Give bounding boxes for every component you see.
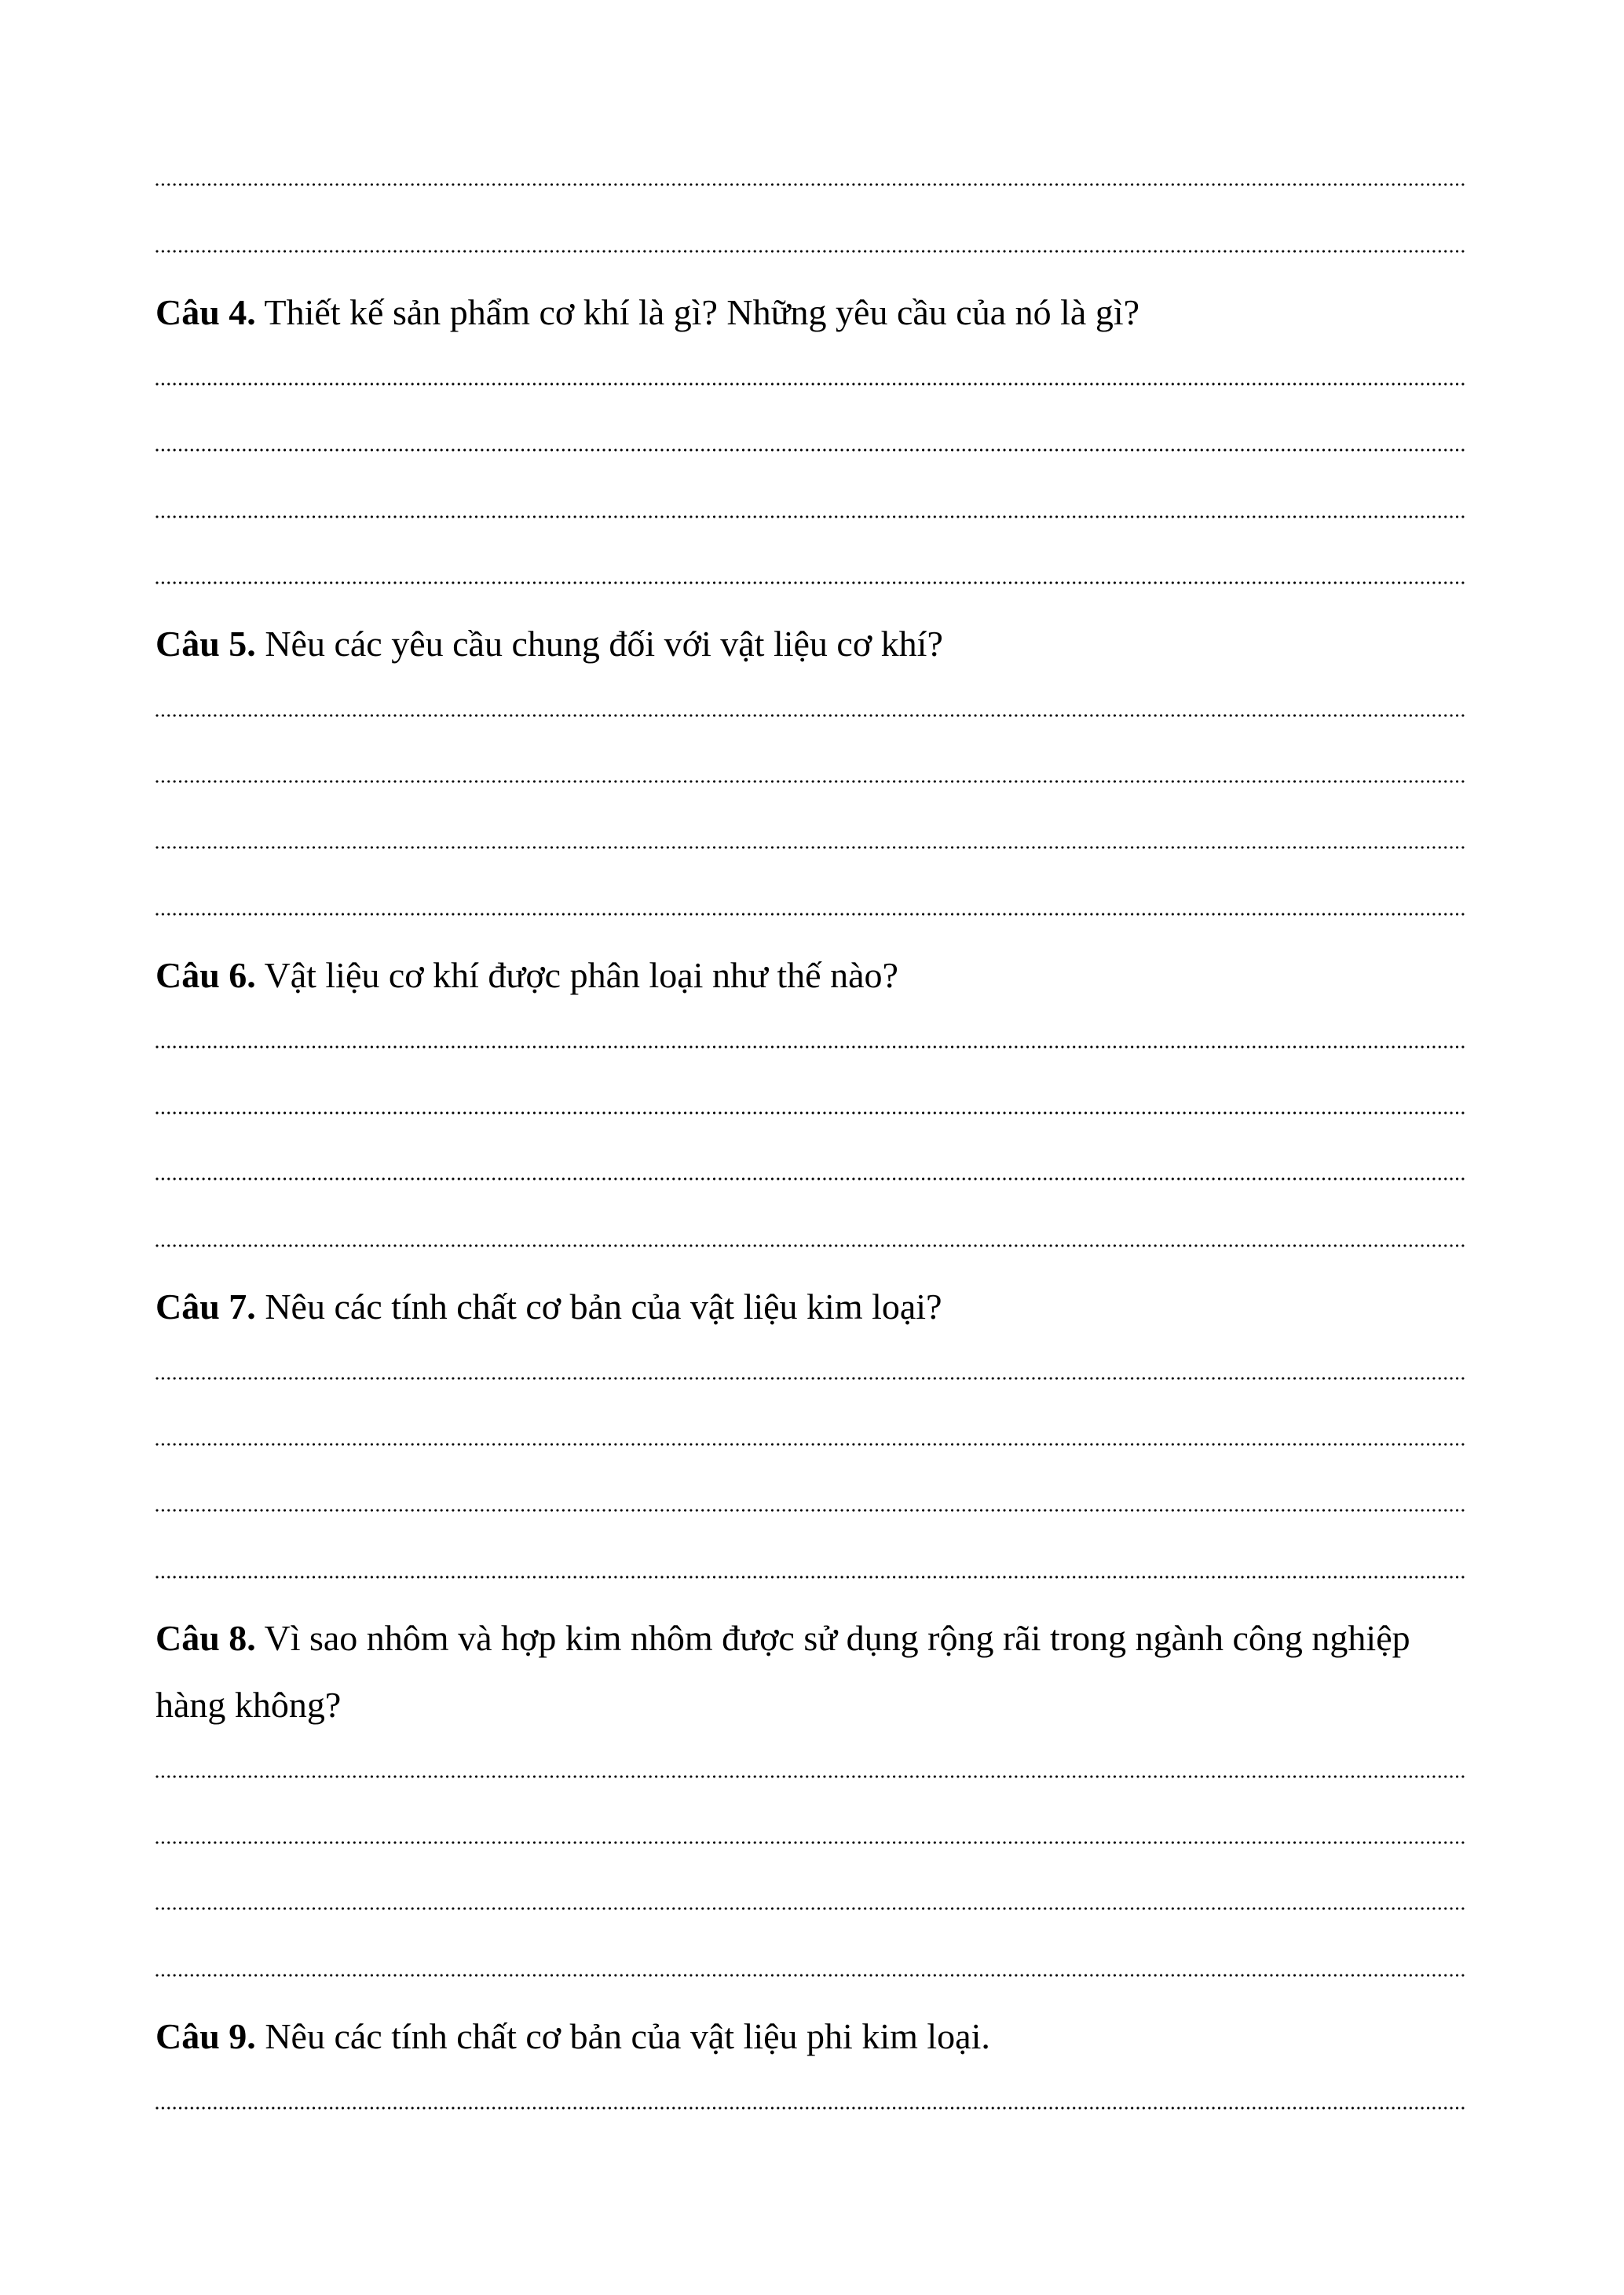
- question-7: [155, 1285, 1467, 1329]
- answer-line[interactable]: [155, 1177, 1465, 1180]
- answer-line[interactable]: [155, 1974, 1465, 1977]
- question-text: Vì sao nhôm và hợp kim nhôm được sử dụng rộng rãi trong ngành công nghiệp: [255, 1618, 1410, 1658]
- answer-line[interactable]: [155, 1841, 1465, 1844]
- question-label: Câu 6.: [155, 955, 256, 995]
- answer-line[interactable]: [155, 448, 1465, 452]
- answer-line[interactable]: [155, 1244, 1465, 1247]
- answer-line[interactable]: [155, 780, 1465, 783]
- question-8-continuation: [155, 1683, 1467, 1727]
- question-text: Nêu các yêu cầu chung đối với vật liệu cơ khí?: [255, 624, 943, 664]
- question-text: Nêu các tính chất cơ bản của vật liệu phi kim loại.: [255, 2016, 990, 2056]
- answer-line[interactable]: [155, 382, 1465, 386]
- question-4: [155, 291, 1467, 335]
- answer-line[interactable]: [155, 250, 1465, 253]
- question-label: Câu 4.: [155, 292, 256, 332]
- question-8: [155, 1616, 1467, 1660]
- answer-line[interactable]: [155, 183, 1465, 186]
- answer-line[interactable]: [155, 1443, 1465, 1446]
- question-label: Câu 7.: [155, 1287, 256, 1327]
- answer-line[interactable]: [155, 1377, 1465, 1380]
- answer-line[interactable]: [155, 1509, 1465, 1512]
- question-6: [155, 954, 1467, 997]
- answer-line[interactable]: [155, 581, 1465, 584]
- question-text: Nêu các tính chất cơ bản của vật liệu kim loại?: [255, 1287, 942, 1327]
- answer-line[interactable]: [155, 1907, 1465, 1910]
- answer-line[interactable]: [155, 1775, 1465, 1778]
- answer-line[interactable]: [155, 714, 1465, 717]
- question-5: [155, 622, 1467, 666]
- answer-line[interactable]: [155, 1111, 1465, 1115]
- answer-line[interactable]: [155, 1576, 1465, 1579]
- answer-line[interactable]: [155, 2106, 1465, 2110]
- answer-line[interactable]: [155, 913, 1465, 916]
- question-9: [155, 2015, 1467, 2059]
- answer-line[interactable]: [155, 846, 1465, 849]
- question-text: Thiết kế sản phẩm cơ khí là gì? Những yêu cầu của nó là gì?: [255, 292, 1140, 332]
- question-label: Câu 9.: [155, 2016, 256, 2056]
- answer-line[interactable]: [155, 1045, 1465, 1049]
- question-label: Câu 8.: [155, 1618, 256, 1658]
- question-label: Câu 5.: [155, 624, 256, 664]
- question-text: Vật liệu cơ khí được phân loại như thế nào?: [255, 955, 898, 995]
- answer-line[interactable]: [155, 515, 1465, 518]
- question-text: hàng không?: [155, 1685, 342, 1725]
